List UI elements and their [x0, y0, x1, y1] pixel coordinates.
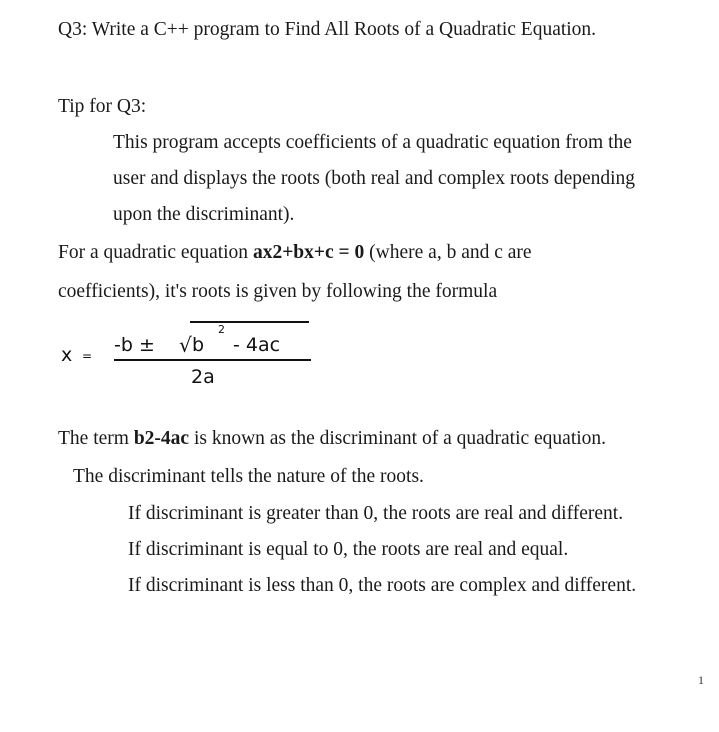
- formula-intro-line: [58, 241, 532, 265]
- quadratic-formula: [55, 316, 325, 396]
- formula-numerator-pre: -b ±: [114, 334, 155, 356]
- discriminant-post: is known as the discriminant of a quadratic equation.: [189, 428, 607, 449]
- radical-sign: √: [179, 333, 192, 357]
- question-title: Q3: Write a C++ program to Find All Roots of a Quadratic Equation.: [58, 19, 597, 40]
- tip-description-line: upon the discriminant).: [113, 204, 295, 225]
- tip-description-line: user and displays the roots (both real and complex roots depending: [113, 168, 636, 189]
- radicand-exponent: 2: [218, 323, 225, 336]
- discriminant-term: b2-4ac: [133, 428, 190, 449]
- discriminant-definition: [58, 427, 606, 451]
- formula-intro-pre: For a quadratic equation: [58, 242, 253, 263]
- discriminant-pre: The term: [58, 428, 134, 449]
- page-number: 1: [698, 673, 704, 687]
- formula-lhs: x: [61, 344, 73, 366]
- discriminant-nature: The discriminant tells the nature of the roots.: [73, 466, 424, 487]
- radicand-rest: - 4ac: [233, 334, 281, 356]
- formula-equals: =: [82, 349, 93, 363]
- tip-description-line: This program accepts coefficients of a quadratic equation from the: [113, 132, 632, 153]
- fraction-bar: [114, 359, 311, 361]
- tip-heading: Tip for Q3:: [58, 96, 147, 117]
- discriminant-case: If discriminant is greater than 0, the roots are real and different.: [128, 503, 624, 524]
- radical-vinculum: [190, 321, 309, 323]
- formula-intro-post: (where a, b and c are: [364, 242, 532, 263]
- quadratic-equation: ax2+bx+c = 0: [252, 242, 365, 263]
- discriminant-case: If discriminant is equal to 0, the roots are real and equal.: [128, 539, 569, 560]
- formula-denominator: 2a: [191, 366, 215, 388]
- formula-intro-line-2: coefficients), it's roots is given by following the formula: [58, 281, 498, 302]
- discriminant-case: If discriminant is less than 0, the roots are complex and different.: [128, 575, 637, 596]
- radicand-base: b: [192, 334, 205, 356]
